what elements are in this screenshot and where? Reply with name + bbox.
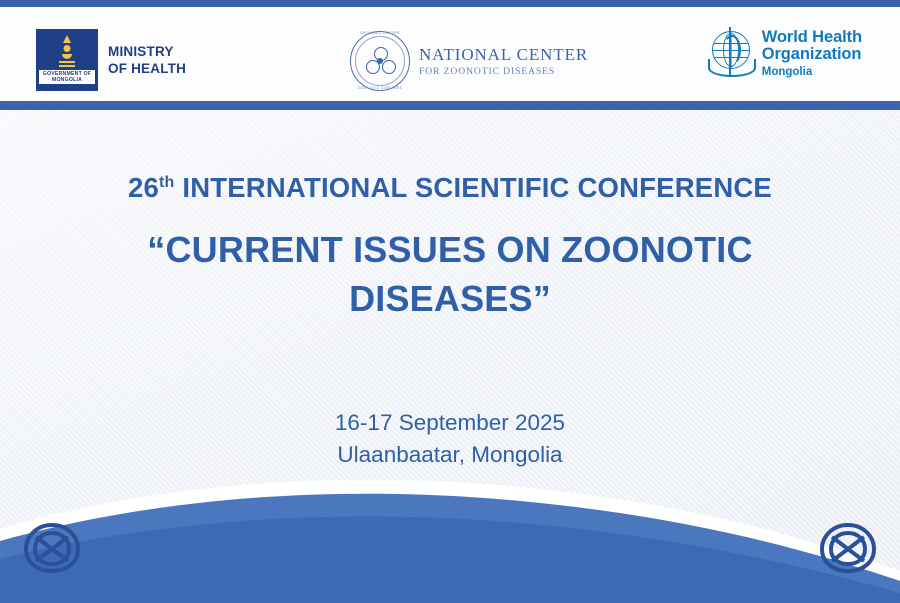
national-center-logo	[350, 31, 588, 91]
conference-theme-line2: DISEASES”	[349, 278, 551, 319]
seal-ring-top-text: NATIONAL CENTER	[360, 31, 400, 35]
who-text	[762, 29, 862, 78]
conference-edition-line	[0, 172, 900, 204]
ministry-of-health-text	[108, 43, 186, 77]
top-accent-bar	[0, 0, 900, 7]
mongolian-knot-right-icon	[812, 519, 884, 577]
government-badge-line1: GOVERNMENT OF	[42, 71, 92, 77]
who-logo	[704, 27, 862, 79]
national-center-seal-icon	[350, 31, 410, 91]
ministry-line1: MINISTRY	[108, 44, 174, 59]
conference-title-block	[0, 172, 900, 323]
bottom-wave-decoration	[0, 463, 900, 603]
government-badge-line2: MONGOLIA	[51, 77, 83, 83]
zoonotic-trefoil-icon	[366, 47, 394, 75]
conference-theme-line1: “CURRENT ISSUES ON ZOONOTIC	[147, 229, 753, 270]
header-bottom-accent-bar	[0, 101, 900, 110]
soyombo-symbol-icon	[58, 35, 76, 69]
national-center-title: NATIONAL CENTER	[419, 44, 589, 64]
national-center-text	[419, 45, 588, 78]
laurel-wreath-icon	[708, 59, 756, 77]
mongolia-state-crest-icon	[36, 29, 98, 91]
who-line2: Organization	[761, 44, 862, 63]
slide-body	[0, 110, 900, 603]
government-badge	[39, 70, 95, 84]
edition-number: 26	[128, 172, 160, 203]
event-date: 16-17 September 2025	[334, 410, 566, 435]
edition-ordinal-suffix: th	[159, 173, 175, 191]
ministry-line2: OF HEALTH	[108, 61, 187, 76]
national-center-subtitle: FOR ZOONOTIC DISEASES	[419, 66, 556, 78]
who-country-label: Mongolia	[761, 65, 813, 78]
header-logo-band	[0, 7, 900, 101]
seal-ring-bottom-text: ZOONOTIC DISEASES	[357, 86, 403, 90]
conference-theme	[0, 225, 900, 323]
conference-name: INTERNATIONAL SCIENTIFIC CONFERENCE	[174, 172, 772, 203]
event-details-block	[0, 407, 900, 471]
event-location: Ulaanbaatar, Mongolia	[337, 442, 563, 467]
mongolian-knot-left-icon	[16, 519, 88, 577]
who-emblem-icon	[704, 27, 756, 79]
who-line1: World Health	[761, 27, 862, 46]
ministry-of-health-logo	[36, 29, 186, 91]
